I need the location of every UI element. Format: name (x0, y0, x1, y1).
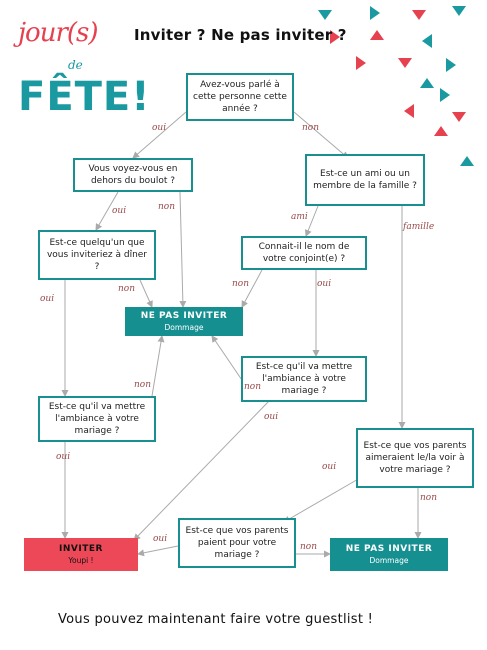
outcome-invite-label: INVITER (59, 544, 103, 555)
edge-label-amb-left-non: non (134, 380, 152, 390)
edge-label-friend-famille: famille (403, 222, 435, 232)
edge-parents-pay-oui (138, 546, 178, 554)
edge-label-parents-like-oui: oui (322, 462, 337, 472)
question-ambiance-right-text: Est-ce qu'il va mettre l'ambiance à votre mariage ? (255, 361, 353, 397)
footer-text: Vous pouvez maintenant faire votre guestlist ! (58, 612, 374, 627)
edge-label-friend-ami: ami (291, 212, 308, 222)
edge-talked-oui (133, 112, 186, 158)
question-parents-pay-text: Est-ce que vos parents paient pour votre mariage ? (185, 525, 289, 561)
outcome-do-not-invite-label: NE PAS INVITER (140, 311, 228, 322)
question-ambiance-right (241, 356, 367, 402)
edge-label-amb-right-oui: oui (264, 412, 279, 422)
question-outside-work-text: Vous voyez-vous en dehors du boulot ? (88, 163, 178, 186)
outcome-do-not-invite-sub: Dommage (164, 322, 204, 332)
question-friend-or-family-text: Est-ce un ami ou un membre de la famille ? (313, 168, 417, 191)
outcome-do-not-invite-2-sub: Dommage (369, 555, 409, 565)
logo-fete-text: FÊTE! (18, 74, 151, 120)
edge-talked-non (294, 112, 348, 158)
question-talked-this-year-text: Avez-vous parlé à cette personne cette année ? (193, 79, 287, 115)
edge-label-amb-left-oui: oui (56, 452, 71, 462)
question-outside-work (73, 158, 193, 192)
outcome-do-not-invite (125, 307, 243, 336)
question-partner-name (241, 236, 367, 270)
outcome-invite-sub: Youpi ! (68, 555, 94, 565)
edge-label-outside-non: non (158, 202, 176, 212)
edge-label-dinner-oui: oui (40, 294, 55, 304)
edge-label-partner-oui: oui (317, 279, 332, 289)
question-talked-this-year (186, 73, 294, 121)
question-dinner (38, 230, 156, 280)
question-friend-or-family (305, 154, 425, 206)
question-partner-name-text: Connait-il le nom de votre conjoint(e) ? (258, 241, 350, 264)
edge-parents-like-oui (284, 478, 360, 522)
logo-de-text: de (68, 58, 83, 72)
outcome-do-not-invite-2-label: NE PAS INVITER (345, 544, 433, 555)
question-parents-pay (178, 518, 296, 568)
edge-label-dinner-non: non (118, 284, 136, 294)
question-dinner-text: Est-ce quelqu'un que vous inviteriez à dîner ? (46, 237, 148, 273)
outcome-invite (24, 538, 138, 571)
logo-script-text: jour(s) (18, 18, 98, 48)
edge-label-parents-like-non: non (420, 493, 438, 503)
edge-amb-left-non (152, 336, 162, 396)
question-ambiance-left-text: Est-ce qu'il va mettre l'ambiance à votre mariage ? (48, 401, 146, 437)
edge-label-parents-pay-oui: oui (153, 534, 168, 544)
edge-label-partner-non: non (232, 279, 250, 289)
question-ambiance-left (38, 396, 156, 442)
edge-label-outside-oui: oui (112, 206, 127, 216)
edge-label-parents-pay-non: non (300, 542, 318, 552)
question-parents-would-like-text: Est-ce que vos parents aimeraient le/la voir à votre mariage ? (363, 440, 467, 476)
edge-label-amb-right-non: non (244, 382, 262, 392)
question-parents-would-like (356, 428, 474, 488)
edge-label-talked-oui: oui (152, 123, 167, 133)
outcome-do-not-invite-2 (330, 538, 448, 571)
edge-dinner-non (140, 280, 152, 307)
page-title: Inviter ? Ne pas inviter ? (134, 26, 347, 44)
edge-label-talked-non: non (302, 123, 320, 133)
edge-outside-non (180, 192, 183, 307)
